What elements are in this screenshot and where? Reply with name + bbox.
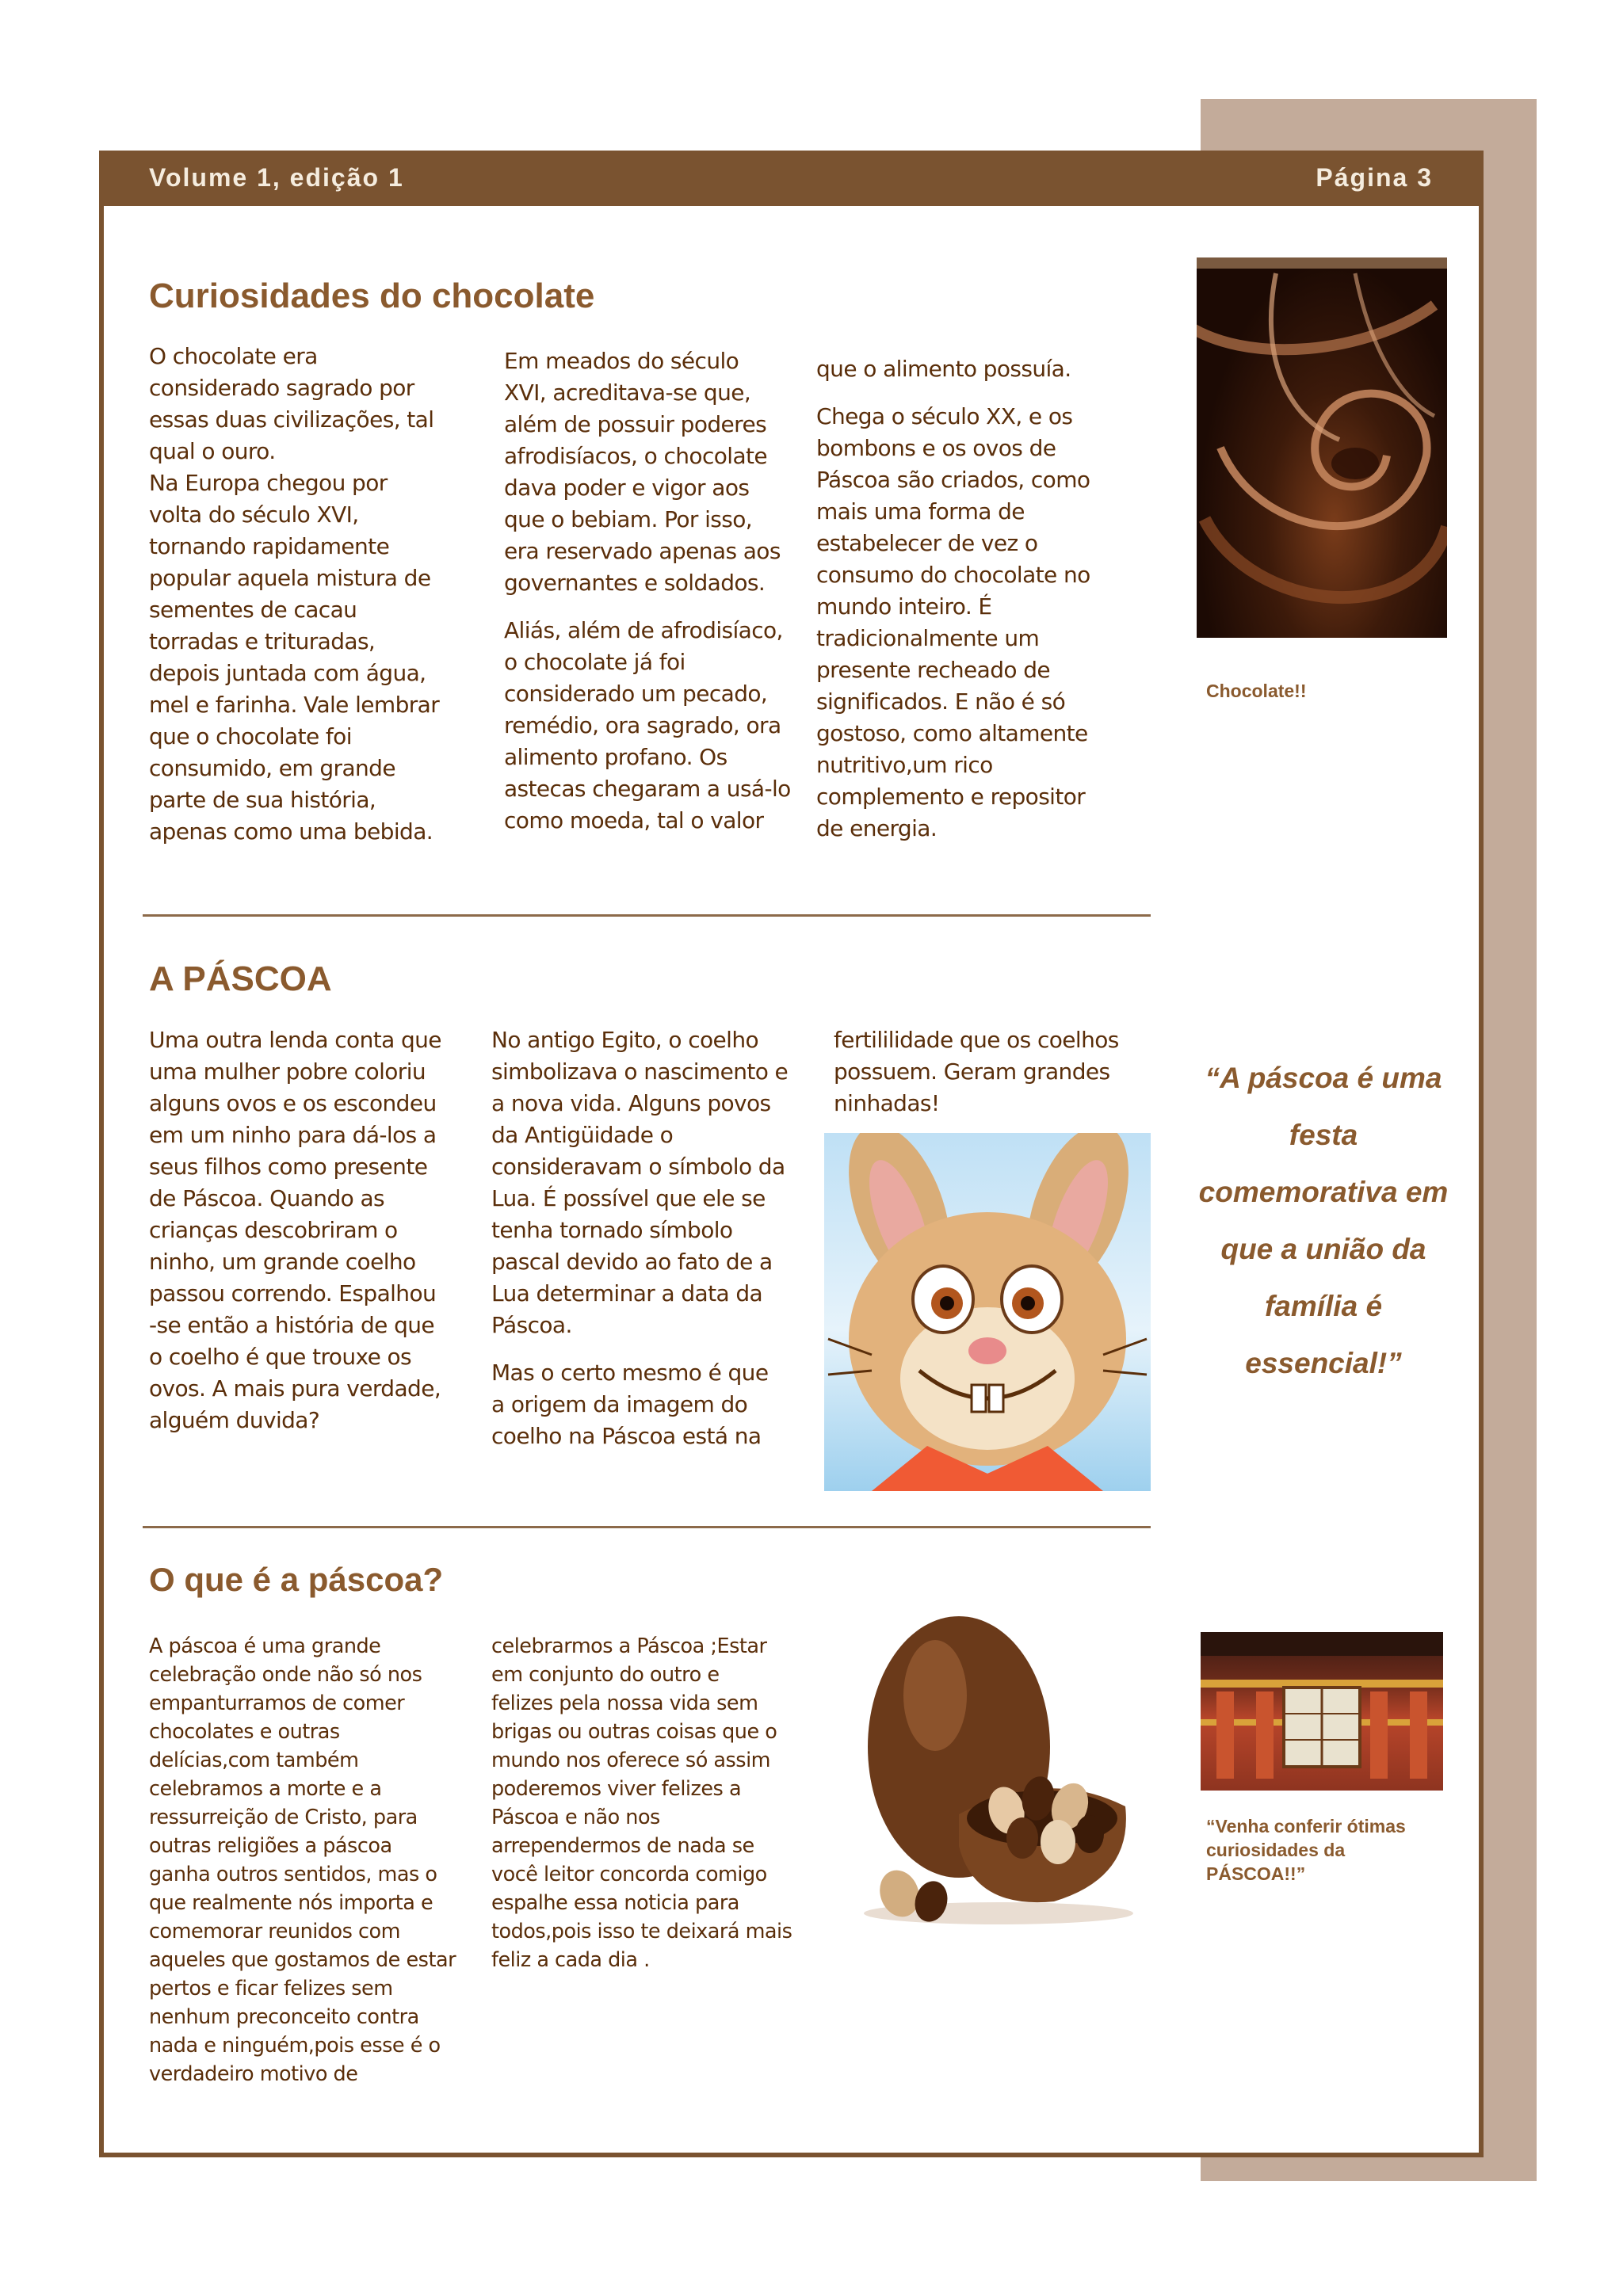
o-que-e-column-2 [491,1632,824,1974]
section-divider-1 [143,914,1151,917]
curiosidades-column-1 [149,341,490,848]
building-photo-caption: “Venha conferir ótimas curiosidades da PÁSCOA!!” [1206,1816,1406,1884]
chocolate-easter-egg-photo [840,1608,1157,1925]
building-facade-photo [1201,1632,1443,1791]
o-que-e-col1-text: A páscoa é uma grande celebração onde não só nos empanturramos de comer chocolates e outras delícias,com também celebramos a morte e a ressurreição de Cristo, para outras religiões a páscoa ganha outros sentidos, mas o que realmente nós importa e comemorar reunidos com aqueles que gostamos de estar pertos e ficar felizes sem nenhum preconceito contra nada e ninguém,pois esse é o verdadeiro motivo de [149,1634,456,2086]
pascoa-col1-text: Uma outra lenda conta que uma mulher pobre coloriu alguns ovos e os escondeu em um ninho para dá-los a seus filhos como presente de Páscoa. Quando as crianças descobriram o ninho, um grande coelho passou correndo. Espalhou -se então a história de que o coelho é que trouxe os ovos. A mais pura verdade, alguém duvida? [149,1027,441,1433]
bunny-icon [824,1133,1151,1491]
section-divider-2 [143,1526,1151,1528]
pascoa-col2-paragraph-2: Mas o certo mesmo é que a origem da imagem do coelho na Páscoa está na [491,1360,769,1449]
chocolate-swirl-icon [1197,257,1447,638]
pascoa-column-3 [834,1024,1159,1119]
o-que-e-column-1 [149,1632,482,2088]
section-title-pascoa: A PÁSCOA [149,959,332,998]
curiosidades-column-2 [504,345,813,837]
building-icon [1201,1632,1443,1791]
volume-edition-label: Volume 1, edição 1 [149,163,404,192]
curiosidades-col3-paragraph-2: Chega o século XX, e os bombons e os ovos de Páscoa são criados, como mais uma forma de estabelecer de vez o consumo do chocolate no mundo inteiro. É tradicionalmente um presente recheado de significados. E não é só gostoso, como altamente nutritivo,um rico complemento e repositor de energia. [816,403,1090,841]
pascoa-col2-paragraph-1: No antigo Egito, o coelho simbolizava o nascimento e a nova vida. Alguns povos da Antigüidade o consideravam o símbolo da Lua. É possível que ele se tenha tornado símbolo pascal devido ao fato de a Lua determinar a data da Páscoa. [491,1027,789,1338]
section-title-curiosidades: Curiosidades do chocolate [149,277,595,315]
pascoa-column-2 [491,1024,808,1452]
section-title-o-que-e-pascoa: O que é a páscoa? [149,1561,444,1598]
easter-egg-icon [840,1608,1157,1925]
page-number-label: Página 3 [1316,163,1433,192]
chocolate-swirl-photo [1197,257,1447,638]
bunny-cartoon-photo [824,1133,1151,1491]
pull-quote: “A páscoa é uma festa comemorativa em que a união da família é essencial!” [1198,1062,1449,1379]
curiosidades-col2-paragraph-2: Aliás, além de afrodisíaco, o chocolate já foi considerado um pecado, remédio, ora sagrado, ora alimento profano. Os astecas chegaram a usá-lo como moeda, tal o valor [504,617,791,833]
curiosidades-col3-paragraph-1: que o alimento possuía. [816,356,1071,382]
pascoa-col3-text: fertililidade que os coelhos possuem. Geram grandes ninhadas! [834,1027,1119,1116]
curiosidades-col1-text: O chocolate era considerado sagrado por essas duas civilizações, tal qual o ouro. Na Europa chegou por volta do século XVI, tornando rapidamente popular aquela mistura de sementes de cacau torradas e trituradas, depois juntada com água, mel e farinha. Vale lembrar que o chocolate foi consumido, em grande parte de sua história, apenas como uma bebida. [149,343,440,845]
pascoa-column-1 [149,1024,490,1436]
chocolate-photo-caption: Chocolate!! [1206,681,1307,701]
curiosidades-col2-paragraph-1: Em meados do século XVI, acreditava-se que, além de possuir poderes afrodisíacos, o chocolate dava poder e vigor aos que o bebiam. Por isso, era reservado apenas aos governantes e soldados. [504,348,781,596]
o-que-e-col2-text: celebrarmos a Páscoa ;Estar em conjunto do outro e felizes pela nossa vida sem brigas ou outras coisas que o mundo nos oferece só assim poderemos viver felizes a Páscoa e não nos arrependermos de nada se você leitor concorda comigo espalhe essa noticia para todos,pois isso te deixará mais feliz a cada dia . [491,1634,792,1972]
curiosidades-column-3 [816,353,1149,845]
